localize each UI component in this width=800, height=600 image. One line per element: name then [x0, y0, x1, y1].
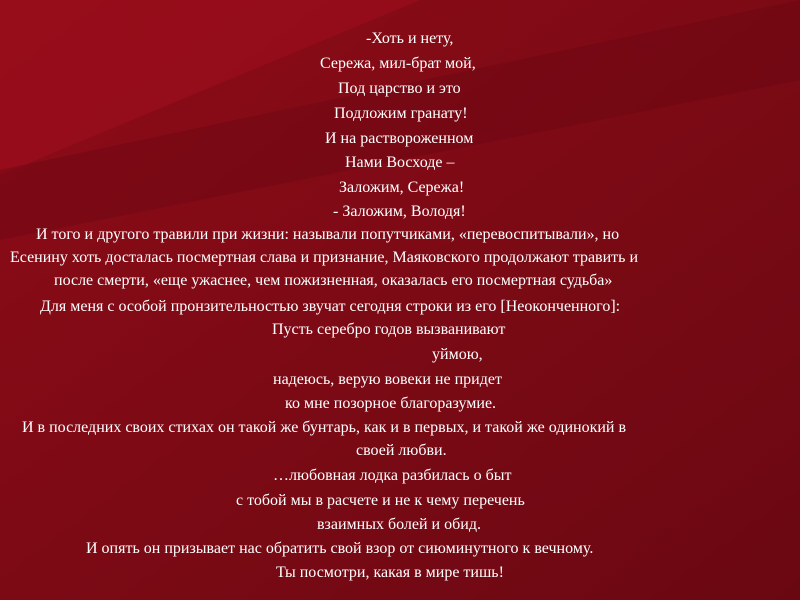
- prose-line: И в последних своих стихах он такой же бунтарь, как и в первых, и такой же одинокий в: [22, 419, 627, 436]
- prose-line: Для меня с особой пронзительностью звучат сегодня строки из его [Неоконченного]:: [40, 298, 621, 315]
- poem-line: …любовная лодка разбилась о быт: [273, 467, 512, 484]
- poem-line: Пусть серебро годов вызванивают: [272, 321, 506, 338]
- poem-line: Под царство и это: [338, 80, 461, 97]
- poem-line: И на раствороженном: [325, 130, 474, 147]
- poem-line: Ты посмотри, какая в мире тишь!: [276, 564, 504, 581]
- poem-line: Нами Восходе –: [345, 154, 455, 171]
- poem-line: Подложим гранату!: [334, 105, 468, 122]
- poem-line: -Хоть и нету,: [366, 30, 454, 47]
- poem-line: ко мне позорное благоразумие.: [285, 395, 497, 412]
- prose-line: Есенину хоть досталась посмертная слава и признание, Маяковского продолжают травить и: [10, 249, 639, 266]
- poem-line: уймою,: [432, 346, 483, 363]
- poem-line: взаимных болей и обид.: [317, 516, 481, 533]
- poem-line: - Заложим, Володя!: [333, 203, 466, 220]
- prose-line: своей любви.: [356, 442, 447, 459]
- poem-line: Сережа, мил-брат мой,: [320, 55, 476, 72]
- poem-line: Заложим, Сережа!: [339, 179, 465, 196]
- poem-line: с тобой мы в расчете и не к чему перечень: [236, 492, 525, 509]
- prose-line: И того и другого травили при жизни: называли попутчиками, «перевоспитывали», но: [36, 226, 620, 243]
- prose-line: И опять он призывает нас обратить свой взор от сиюминутного к вечному.: [86, 540, 594, 557]
- prose-line: после смерти, «еще ужаснее, чем пожизненная, оказалась его посмертная судьба»: [54, 272, 613, 289]
- poem-line: надеюсь, верую вовеки не придет: [273, 371, 502, 388]
